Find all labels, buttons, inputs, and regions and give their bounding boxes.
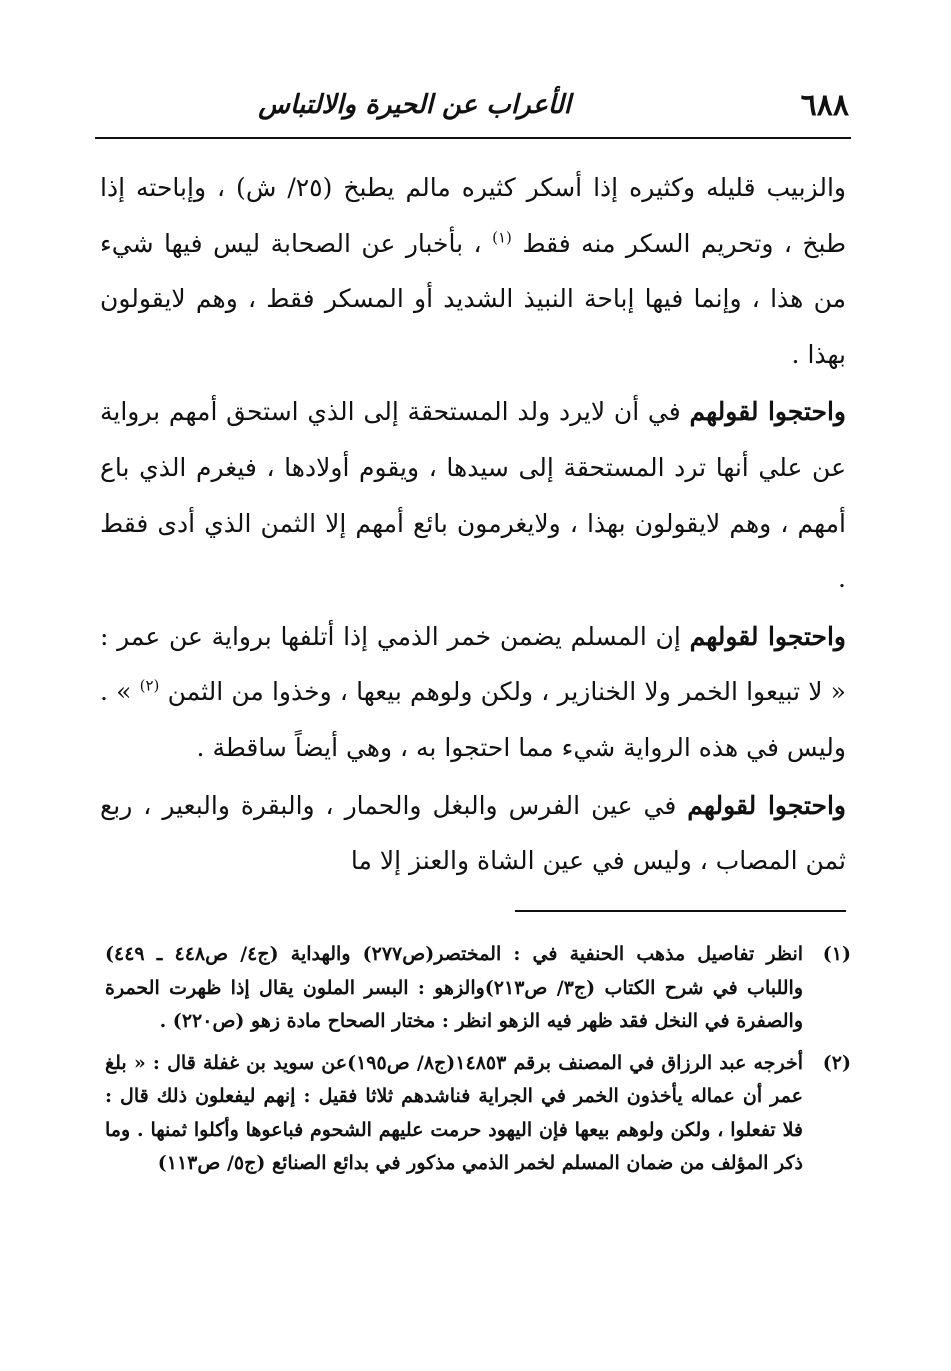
footnote-mark: (٢) [822,1051,851,1074]
page-number: ٦٨٨ [800,88,849,123]
paragraph-3 [100,609,846,776]
paragraph-2 [100,384,846,606]
paragraph-1 [100,160,846,382]
paragraph-lead: واحتجوا لقولهم [689,621,847,651]
paragraph-text: في أن لايرد ولد المستحقة إلى الذي استحق أمهم برواية عن علي أنها ترد المستحقة إلى سيدها ، ويقوم أولادها ، فيغرم الذي باع أمهم ، وهم لايقولون بهذا ، ولايغرمون بائع أمهم إلا الثمن الذي أدى فقط . [100,397,846,594]
footnote-separator [515,910,846,912]
page-header [95,88,851,136]
footnote-mark: (١) [822,943,851,965]
footnote-text: أخرجه عبد الرزاق في المصنف برقم ١٤٨٥٣(ج٨/ ص١٩٥)عن سويد بن غفلة قال : « بلغ عمر أن عماله يأخذون الخمر في الجراية فناشدهم ثلاثا فقيل : إنهم ليفعلون ذلك قال : فلا تفعلوا ، ولكن ولوهم بيعها فإن اليهود حرمت عليهم الشحوم فباعوها وأكلوا ثمنها . وما ذكر المؤلف من ضمان المسلم لخمر الذمي مذكور في بدائع الصنائع (ج٥/ ص١١٣) [105,1051,803,1174]
paragraph-tail: ، بأخبار عن الصحابة ليس فيها شيء من هذا ، وإنما فيها إباحة النبيذ الشديد أو المسكر فقط ، وهم لايقولون بهذا . [100,228,846,369]
paragraph-text: والزبيب قليله وكثيره إذا أسكر كثيره مالم يطبخ (٢٥/ ش) ، وإباحته إذا طبخ ، وتحريم السكر منه فقط [100,173,846,258]
paragraph-4 [100,778,846,889]
paragraph-text: في عين الفرس والبغل والحمار ، والبقرة والبعير ، ربع ثمن المصاب ، وليس في عين الشاة والعنز إلا ما [100,790,846,876]
footnote-2 [105,1047,851,1181]
footnote-reference-2: (٢) [139,677,160,696]
main-text [100,160,846,889]
header-rule [95,137,851,139]
footnote-reference-1: (١) [492,228,512,247]
paragraph-text: إن المسلم يضمن خمر الذمي إذا أتلفها برواية عن عمر : « لا تبيعوا الخمر ولا الخنازير ، ولكن ولوهم بيعها ، وخذوا من الثمن [100,621,846,707]
footnotes [105,938,851,1189]
paragraph-tail: » . وليس في هذه الرواية شيء مما احتجوا به ، وهي أيضاً ساقطة . [100,677,846,762]
paragraph-lead: واحتجوا لقولهم [689,397,846,427]
paragraph-lead: واحتجوا لقولهم [687,790,846,820]
footnote-text: انظر تفاصيل مذهب الحنفية في : المختصر(ص٢٧٧) والهداية (ج٤/ ص٤٤٨ ـ ٤٤٩) واللباب في شرح الكتاب (ج٣/ ص٢١٣)والزهو : البسر الملون يقال إذا ظهرت الحمرة والصفرة في النخل فقد ظهر فيه الزهو انظر : مختار الصحاح مادة زهو (ص٢٢٠) . [105,943,804,1032]
footnote-1 [105,938,851,1039]
running-title: الأعراب عن الحيرة والالتباس [258,90,571,120]
